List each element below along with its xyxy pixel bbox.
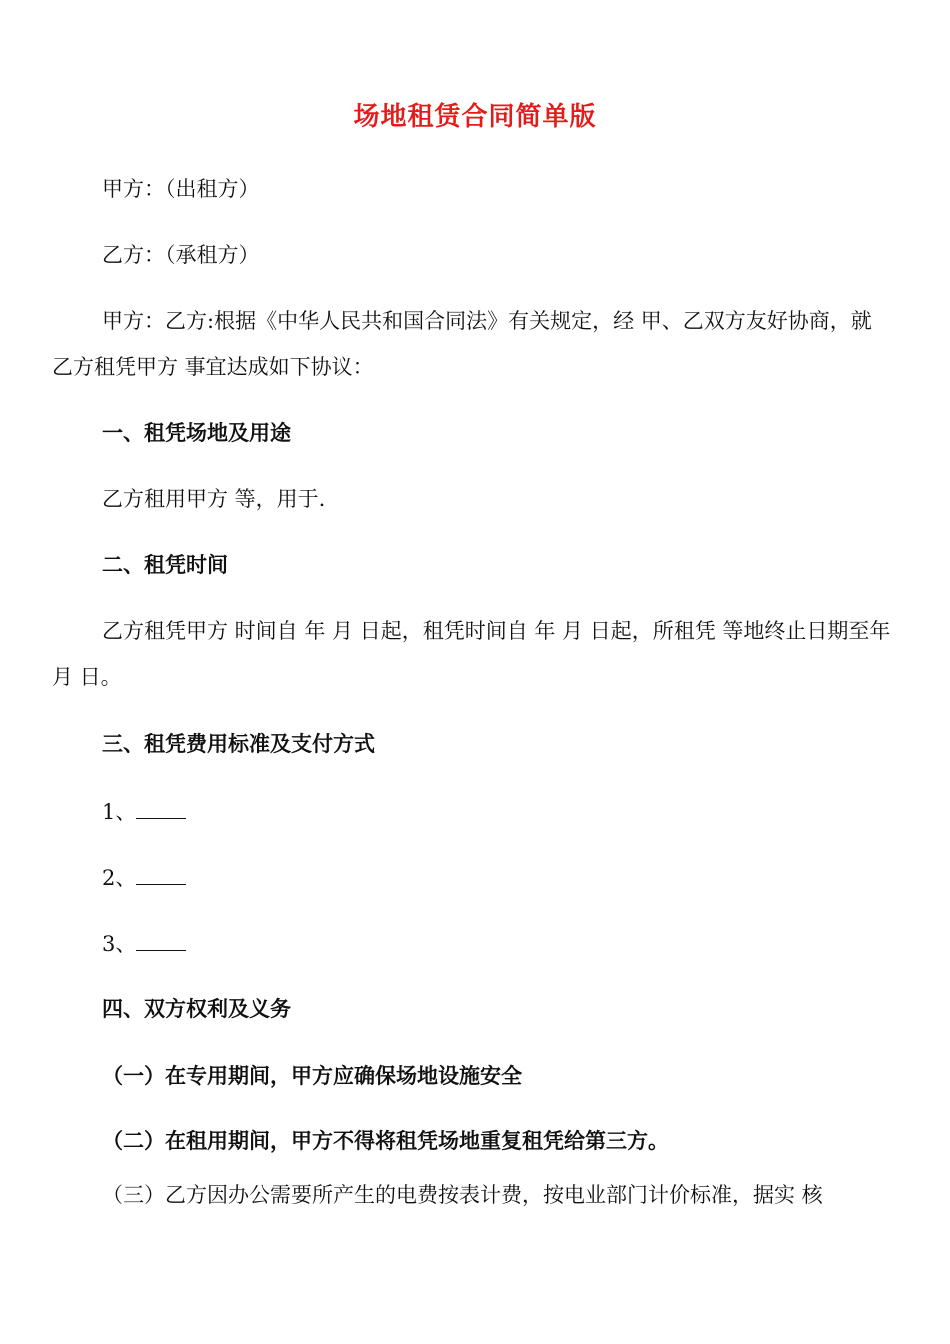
section4-clause-3: （三）乙方因办公需要所产生的电费按表计费，按电业部门计价标准，据实 核 <box>102 1183 823 1207</box>
document-title: 场地租赁合同简单版 <box>353 102 597 132</box>
section1-body: 乙方租用甲方 等，用于. <box>102 487 326 511</box>
section2-body: 乙方租凭甲方 时间自 年 月 日起，租凭时间自 年 月 日起，所租凭 等地终止日期至年 月 日。 <box>52 619 891 689</box>
fill-in-blank <box>136 930 186 951</box>
section3-heading: 三、租凭费用标准及支付方式 <box>102 732 375 756</box>
intro-paragraph: 甲方：乙方:根据《中华人民共和国合同法》有关规定，经 甲、乙双方友好协商，就乙方租凭甲方 事宜达成如下协议： <box>52 309 872 379</box>
fee-item-label: 1、 <box>102 800 137 824</box>
fill-in-blank <box>136 798 186 819</box>
party-a-line: 甲方：（出租方） <box>102 177 260 201</box>
section2-heading: 二、租凭时间 <box>102 553 228 577</box>
fee-item-label: 3、 <box>102 932 137 956</box>
party-b-line: 乙方：（承租方） <box>102 243 260 267</box>
section1-heading: 一、租凭场地及用途 <box>102 421 291 445</box>
fill-in-blank <box>136 864 186 885</box>
fee-item-3 <box>102 929 186 959</box>
fee-item-label: 2、 <box>102 866 137 890</box>
fee-item-1 <box>102 797 186 827</box>
section4-heading: 四、双方权利及义务 <box>102 997 291 1021</box>
section4-clause-1: （一）在专用期间，甲方应确保场地设施安全 <box>102 1064 522 1088</box>
section4-clause-2: （二）在租用期间，甲方不得将租凭场地重复租凭给第三方。 <box>102 1129 669 1153</box>
fee-item-2 <box>102 863 186 893</box>
